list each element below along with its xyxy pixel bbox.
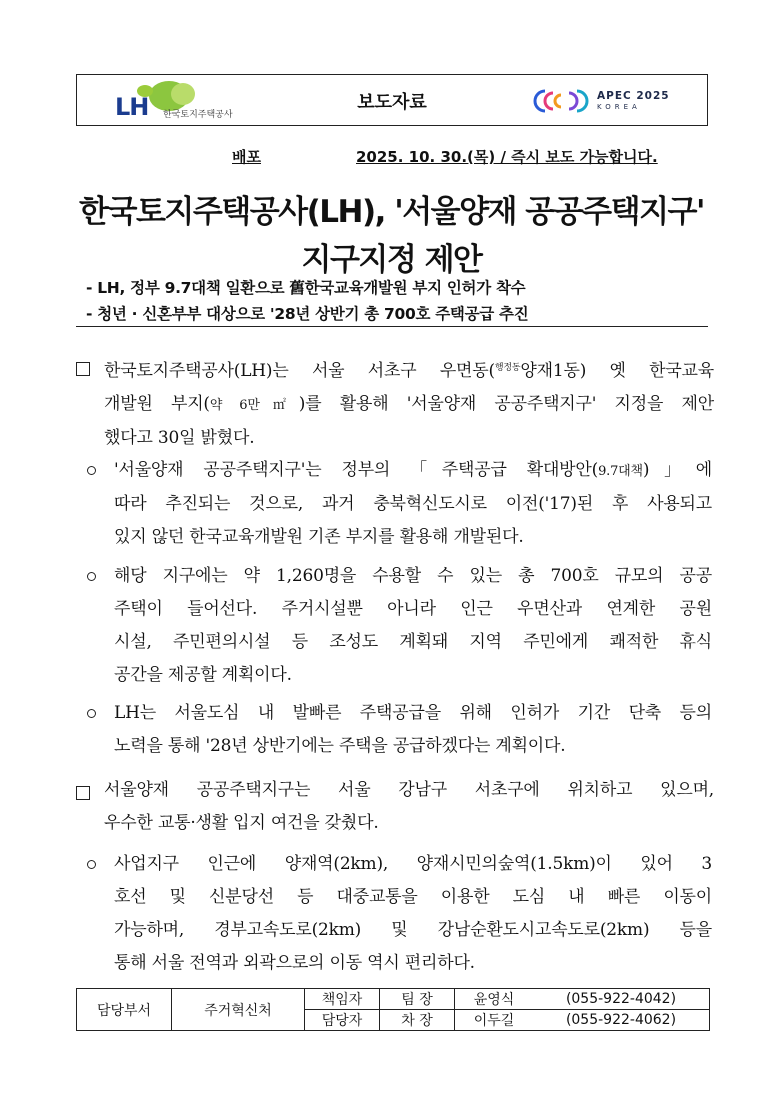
small-text: 9.7대책 bbox=[598, 464, 643, 479]
paragraph-line: 따라 추진되는 것으로, 과거 충북혁신도시로 이전('17)된 후 사용되고 bbox=[114, 494, 712, 514]
main-title-line1: 한국토지주택공사(LH), '서울양재 공공주택지구' bbox=[79, 194, 704, 230]
text-run: 양재1동) 옛 한국교육 bbox=[520, 361, 714, 381]
name-cell: 윤영식 bbox=[455, 989, 534, 1010]
paragraph-3 bbox=[114, 560, 712, 692]
small-text: 약 6만㎡ bbox=[209, 398, 299, 413]
title-divider bbox=[76, 326, 708, 327]
paragraph-line: 통해 서울 전역과 외곽으로의 이동 역시 편리하다. bbox=[114, 953, 475, 973]
circle-bullet-icon bbox=[87, 709, 96, 718]
paragraph-line: 주택이 들어선다. 주거시설뿐 아니라 인근 우면산과 연계한 공원 bbox=[114, 599, 712, 619]
doc-type-title: 보도자료 bbox=[357, 92, 427, 113]
dept-label-cell: 담당부서 bbox=[77, 989, 172, 1031]
logo-org-name: 한국토지주택공사 bbox=[163, 110, 233, 120]
text-run: )」에 bbox=[642, 460, 712, 480]
circle-bullet-icon bbox=[87, 572, 96, 581]
role-cell: 담당자 bbox=[305, 1010, 380, 1031]
paragraph-line: 서울양재 공공주택지구는 서울 강남구 서초구에 위치하고 있으며, bbox=[104, 780, 714, 800]
paragraph-line: 했다고 30일 밝혔다. bbox=[104, 428, 255, 448]
paragraph-line bbox=[114, 454, 712, 488]
paragraph-line: 가능하며, 경부고속도로(2km) 및 강남순환도시고속도로(2km) 등을 bbox=[114, 920, 712, 940]
paragraph-5 bbox=[104, 774, 714, 840]
text-run: '서울양재 공공주택지구'는 정부의 「주택공급 확대방안( bbox=[114, 460, 599, 480]
paragraph-line: 있지 않던 한국교육개발원 기존 부지를 활용해 개발된다. bbox=[114, 527, 524, 547]
paragraph-line: 공간을 제공할 계획이다. bbox=[114, 665, 292, 685]
table-row bbox=[77, 989, 710, 1010]
distribution-date: 2025. 10. 30.(목) / 즉시 보도 가능합니다. bbox=[356, 148, 658, 166]
square-bullet-icon bbox=[76, 786, 90, 800]
text-run: )를 활용해 '서울양재 공공주택지구' 지정을 제안 bbox=[298, 394, 714, 414]
text-run: 개발원 부지( bbox=[104, 394, 210, 414]
text-run: 한국토지주택공사(LH)는 서울 서초구 우면동( bbox=[104, 361, 495, 381]
paragraph-line bbox=[104, 352, 714, 388]
paragraph-line: 우수한 교통·생활 입지 여건을 갖췄다. bbox=[104, 813, 379, 833]
apec-title: APEC 2025 bbox=[597, 90, 670, 102]
position-cell: 차 장 bbox=[380, 1010, 455, 1031]
paragraph-line bbox=[104, 388, 714, 422]
phone-cell: (055-922-4042) bbox=[533, 989, 710, 1010]
superscript-note: 행정동 bbox=[494, 363, 521, 373]
square-bullet-icon bbox=[76, 362, 90, 376]
dept-name-cell: 주거혁신처 bbox=[172, 989, 305, 1031]
circle-bullet-icon bbox=[87, 466, 96, 475]
apec-logo bbox=[531, 87, 671, 115]
paragraph-line: 시설, 주민편의시설 등 조성도 계획돼 지역 주민에게 쾌적한 휴식 bbox=[114, 632, 712, 652]
distribution-label: 배포 bbox=[232, 148, 261, 166]
logo-letters: LH bbox=[115, 93, 149, 121]
contact-table bbox=[76, 988, 710, 1031]
header-box bbox=[76, 74, 708, 126]
position-cell: 팀 장 bbox=[380, 989, 455, 1010]
name-cell: 이두길 bbox=[455, 1010, 534, 1031]
phone-cell: (055-922-4062) bbox=[533, 1010, 710, 1031]
subtitle-1: - LH, 정부 9.7대책 일환으로 舊한국교육개발원 부지 인허가 착수 bbox=[86, 279, 526, 297]
paragraph-line: 노력을 통해 '28년 상반기에는 주택을 공급하겠다는 계획이다. bbox=[114, 736, 566, 756]
circle-bullet-icon bbox=[87, 860, 96, 869]
paragraph-line: 해당 지구에는 약 1,260명을 수용할 수 있는 총 700호 규모의 공공 bbox=[114, 566, 712, 586]
paragraph-line: 사업지구 인근에 양재역(2km), 양재시민의숲역(1.5km)이 있어 3 bbox=[114, 854, 712, 874]
apec-sub: KOREA bbox=[597, 103, 641, 111]
paragraph-6 bbox=[114, 848, 712, 980]
paragraph-line: LH는 서울도심 내 발빠른 주택공급을 위해 인허가 기간 단축 등의 bbox=[114, 703, 712, 723]
paragraph-line: 호선 및 신분당선 등 대중교통을 이용한 도심 내 빠른 이동이 bbox=[114, 887, 712, 907]
paragraph-2 bbox=[114, 454, 712, 554]
paragraph-1 bbox=[104, 352, 714, 455]
role-cell: 책임자 bbox=[305, 989, 380, 1010]
paragraph-4 bbox=[114, 697, 712, 763]
apec-emblem-icon bbox=[531, 87, 591, 115]
main-title-line2: 지구지정 제안 bbox=[301, 242, 482, 278]
subtitle-2: - 청년 · 신혼부부 대상으로 '28년 상반기 총 700호 주택공급 추진 bbox=[86, 305, 529, 323]
